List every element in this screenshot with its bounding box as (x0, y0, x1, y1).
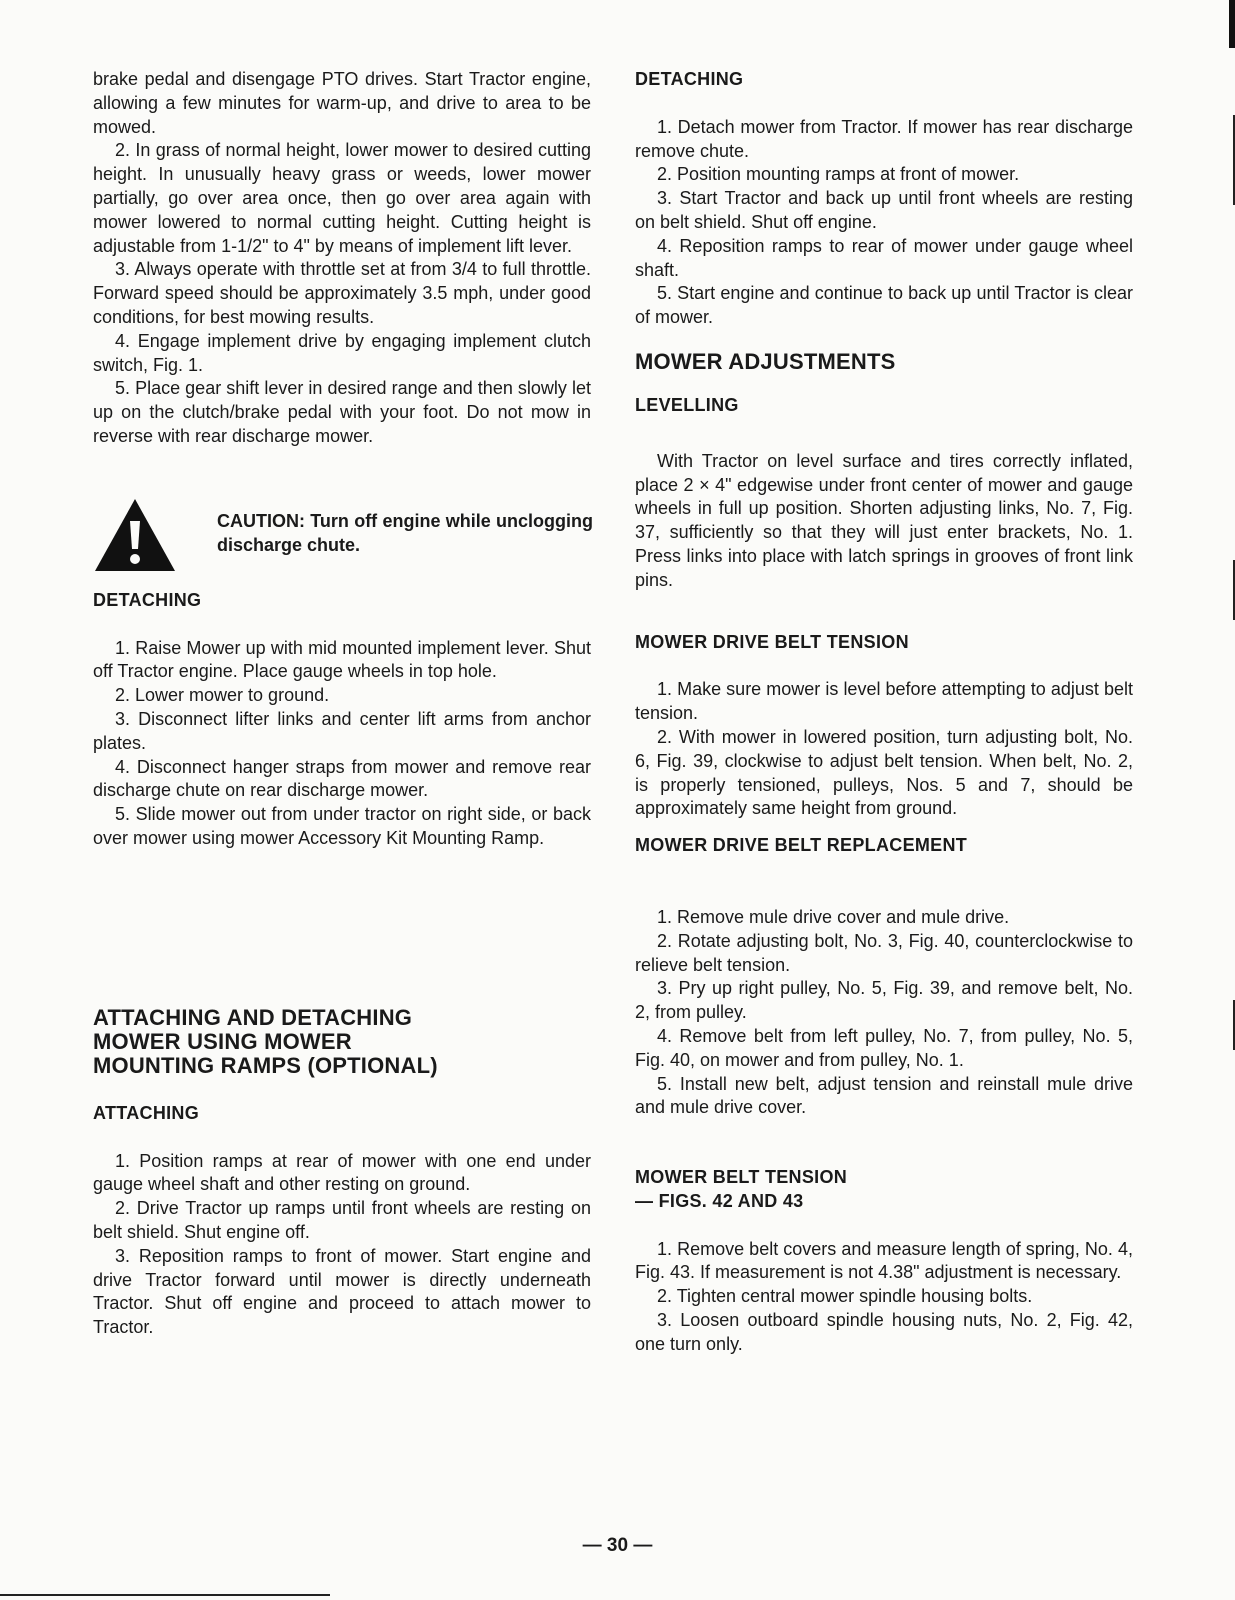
section-heading: — FIGS. 42 AND 43 (635, 1190, 804, 1211)
page-number: — 30 — (582, 1535, 653, 1556)
paragraph: 1. Make sure mower is level before attempting to adjust belt tension. (635, 679, 1133, 724)
paragraph: 2. Rotate adjusting bolt, No. 3, Fig. 40, counterclockwise to relieve belt tension. (635, 930, 1133, 975)
paragraph: With Tractor on level surface and tires correctly inflated, place 2 × 4" edgewise under front center of mower and gauge wheels in full up position. Shorten adjusting links, No. 7, Fig. 37, sufficiently so that they will just enter brackets, No. 1. Press links into place with latch springs in grooves of front link pins. (635, 450, 1133, 590)
paragraph: 1. Position ramps at rear of mower with one end under gauge wheel shaft and other resting on ground. (93, 1150, 591, 1195)
paragraph: 5. Slide mower out from under tractor on right side, or back over mower using mower Accessory Kit Mounting Ramp. (93, 804, 591, 848)
paragraph: 2. In grass of normal height, lower mower to desired cutting height. In unusually heavy grass or weeds, lower mower partially, go over area once, then go over area again with mower lowered to normal cutting height. Cutting height is adjustable from 1-1/2" to 4" by means of implement lift lever. (93, 140, 591, 256)
paragraph: 1. Detach mower from Tractor. If mower has rear discharge remove chute. (635, 116, 1133, 161)
caution-box (93, 495, 591, 585)
section-title: MOUNTING RAMPS (OPTIONAL) (93, 1052, 438, 1078)
paragraph: 5. Start engine and continue to back up until Tractor is clear of mower. (635, 283, 1133, 328)
left-column (93, 68, 591, 1340)
paragraph: 3. Loosen outboard spindle housing nuts, No. 2, Fig. 42, one turn only. (635, 1310, 1133, 1354)
section-title: MOWER USING MOWER (93, 1028, 352, 1054)
section-heading: ATTACHING (93, 1102, 200, 1123)
paragraph: 4. Engage implement drive by engaging implement clutch switch, Fig. 1. (93, 330, 591, 375)
paragraph: 2. Drive Tractor up ramps until front wheels are resting on belt shield. Shut engine off. (93, 1198, 591, 1242)
scan-edge-mark (1229, 0, 1235, 48)
section-heading: MOWER BELT TENSION (635, 1167, 848, 1188)
paragraph: 3. Disconnect lifter links and center lift arms from anchor plates. (93, 708, 591, 753)
warning-triangle-icon (93, 497, 177, 573)
paragraph: 5. Install new belt, adjust tension and reinstall mule drive and mule drive cover. (635, 1073, 1133, 1118)
paragraph: 2. Position mounting ramps at front of mower. (657, 164, 1020, 185)
section-heading: MOWER DRIVE BELT TENSION (635, 631, 909, 652)
section-heading: DETACHING (635, 69, 744, 89)
section-heading: MOWER DRIVE BELT REPLACEMENT (635, 835, 968, 856)
section-heading: DETACHING (93, 589, 202, 610)
paragraph: 1. Raise Mower up with mid mounted implement lever. Shut off Tractor engine. Place gauge wheels in top hole. (93, 637, 591, 682)
right-column (635, 68, 1133, 1357)
section-title: MOWER ADJUSTMENTS (635, 348, 896, 374)
scan-bottom-line (0, 1594, 330, 1596)
paragraph: 2. Lower mower to ground. (115, 685, 330, 706)
caution-text: CAUTION: Turn off engine while unclogging discharge chute. (217, 510, 593, 555)
paragraph: 1. Remove belt covers and measure length of spring, No. 4, Fig. 43. If measurement is not 4.38" adjustment is necessary. (635, 1238, 1133, 1283)
section-heading: LEVELLING (635, 394, 739, 415)
paragraph: 1. Remove mule drive cover and mule drive. (657, 906, 1010, 927)
paragraph: 2. With mower in lowered position, turn adjusting bolt, No. 6, Fig. 39, clockwise to adjust belt tension. When belt, No. 2, is properly tensioned, pulleys, Nos. 5 and 7, should be approximately same height from ground. (635, 726, 1133, 819)
paragraph: 3. Reposition ramps to front of mower. Start engine and drive Tractor forward until mower is directly underneath Tractor. Shut off engine and proceed to attach mower to Tractor. (93, 1245, 591, 1338)
paragraph: brake pedal and disengage PTO drives. Start Tractor engine, allowing a few minutes for warm-up, and drive to area to be mowed. (93, 69, 591, 137)
paragraph: 5. Place gear shift lever in desired range and then slowly let up on the clutch/brake pedal with your foot. Do not mow in reverse with rear discharge mower. (93, 378, 591, 446)
section-title: ATTACHING AND DETACHING (93, 1004, 413, 1030)
paragraph: 4. Disconnect hanger straps from mower and remove rear discharge chute on rear discharge mower. (93, 756, 591, 801)
paragraph: 3. Start Tractor and back up until front wheels are resting on belt shield. Shut off engine. (635, 188, 1133, 232)
paragraph: 4. Reposition ramps to rear of mower under gauge wheel shaft. (635, 235, 1133, 280)
paragraph: 4. Remove belt from left pulley, No. 7, from pulley, No. 5, Fig. 40, on mower and from pulley, No. 1. (635, 1025, 1133, 1070)
paragraph: 3. Pry up right pulley, No. 5, Fig. 39, and remove belt, No. 2, from pulley. (635, 978, 1133, 1023)
paragraph: 3. Always operate with throttle set at from 3/4 to full throttle. Forward speed should be approximately 3.5 mph, under good conditions, for best mowing results. (93, 259, 591, 327)
paragraph: 2. Tighten central mower spindle housing bolts. (657, 1286, 1033, 1307)
